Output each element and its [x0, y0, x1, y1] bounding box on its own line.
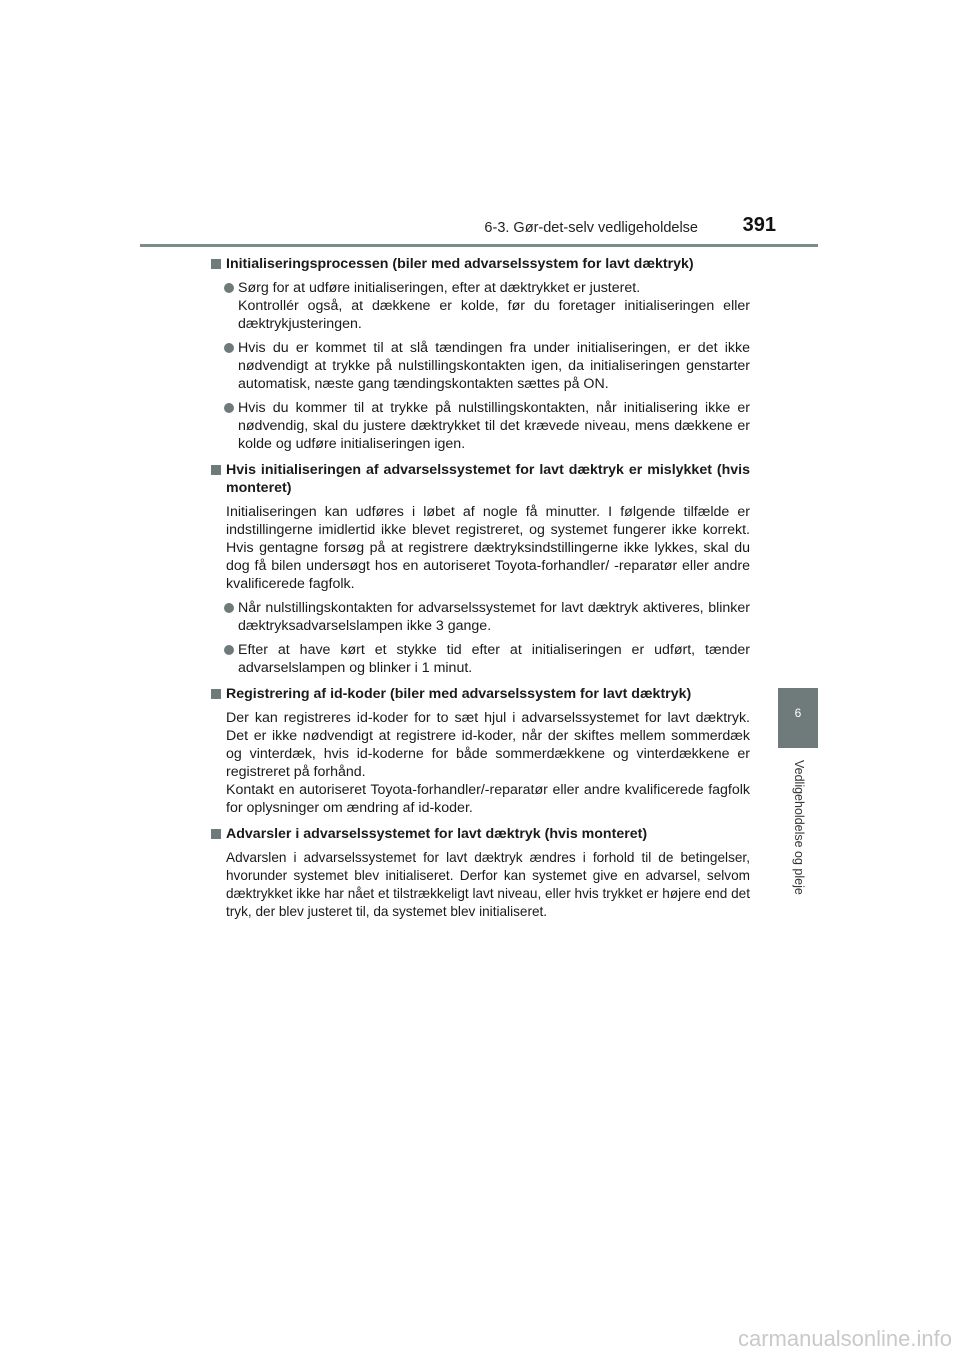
paragraph: Kontakt en autoriseret Toyota-forhandler/-reparatør eller andre kvalificerede fagfolk for oplysninger om ændring af id-koder.: [226, 782, 750, 816]
chapter-tab[interactable]: [778, 688, 818, 748]
circle-bullet-icon: [224, 343, 234, 353]
section-heading: Hvis initialiseringen af advarselssystemet for lavt dæktryk er mislykket (hvis monteret): [210, 461, 750, 497]
square-bullet-icon: [211, 689, 221, 699]
watermark: carmanualsonline.info: [737, 1326, 952, 1351]
section-id-code-registration: [210, 685, 750, 817]
paragraph: Advarslen i advarselssystemet for lavt dæktryk ændres i forhold til de betingelser, hvorunder systemet blev initialiseret. Derfor kan systemet give en advarsel, selvom dæktrykket ikke har nået et tilstrækkeligt lavt niveau, eller hvis trykket er højere end det tryk, der blev justeret til, da systemet blev initialiseret.: [226, 850, 750, 919]
list-item: Sørg for at udføre initialiseringen, efter at dæktrykket er justeret. Kontrollér også, at dækkene er kolde, før du foretager initialiseringen eller dæktrykjusteringen.: [210, 279, 750, 333]
chapter-title: Vedligeholdelse og pleje: [792, 760, 806, 895]
section-title: 6-3. Gør-det-selv vedligeholdelse: [484, 220, 698, 236]
chapter-number: 6: [794, 706, 802, 720]
page-header: [140, 214, 818, 246]
list-item: Når nulstillingskontakten for advarselssystemet for lavt dæktryk aktiveres, blinker dæktryksadvarselslampen ikke 3 gange.: [210, 599, 750, 635]
section-warnings: [210, 825, 750, 921]
page-content: [210, 255, 750, 929]
section-initialization-failed: [210, 461, 750, 677]
paragraph: Der kan registreres id-koder for to sæt hjul i advarselssystemet for lavt dæktryk. Det er ikke nødvendigt at registrere id-koder, når der skiftes mellem sommerdæk og vinterdæk, hvis id-koderne for både sommerdækkene og vinterdækkene er registreret på forhånd.: [226, 710, 750, 780]
circle-bullet-icon: [224, 283, 234, 293]
list-item: Hvis du er kommet til at slå tændingen fra under initialiseringen, er det ikke nødvendigt at trykke på nulstillingskontakten igen, da initialiseringen genstarter automatisk, næste gang tændingskontakten sættes på ON.: [210, 339, 750, 393]
circle-bullet-icon: [224, 403, 234, 413]
square-bullet-icon: [211, 829, 221, 839]
square-bullet-icon: [211, 465, 221, 475]
section-initialization-process: [210, 255, 750, 453]
section-heading: Advarsler i advarselssystemet for lavt dæktryk (hvis monteret): [210, 825, 750, 843]
section-heading: Initialiseringsprocessen (biler med advarselssystem for lavt dæktryk): [210, 255, 750, 273]
square-bullet-icon: [211, 259, 221, 269]
page-number: 391: [742, 214, 776, 236]
paragraph: Initialiseringen kan udføres i løbet af nogle få minutter. I følgende tilfælde er indstillingerne imidlertid ikke blevet registreret, og systemet fungerer ikke korrekt. Hvis gentagne forsøg på at registrere dæktryksindstillingerne ikke lykkes, skal du dog få bilen undersøgt hos en autoriseret Toyota-forhandler/ -reparatør eller andre kvalificerede fagfolk.: [226, 504, 750, 592]
list-item: Efter at have kørt et stykke tid efter at initialiseringen er udført, tænder advarselslampen og blinker i 1 minut.: [210, 641, 750, 677]
circle-bullet-icon: [224, 645, 234, 655]
circle-bullet-icon: [224, 603, 234, 613]
section-heading: Registrering af id-koder (biler med advarselssystem for lavt dæktryk): [210, 685, 750, 703]
list-item: Hvis du kommer til at trykke på nulstillingskontakten, når initialisering ikke er nødvendig, skal du justere dæktrykket til det krævede niveau, mens dækkene er kolde og udføre initialiseringen igen.: [210, 399, 750, 453]
header-rule: [140, 244, 818, 247]
